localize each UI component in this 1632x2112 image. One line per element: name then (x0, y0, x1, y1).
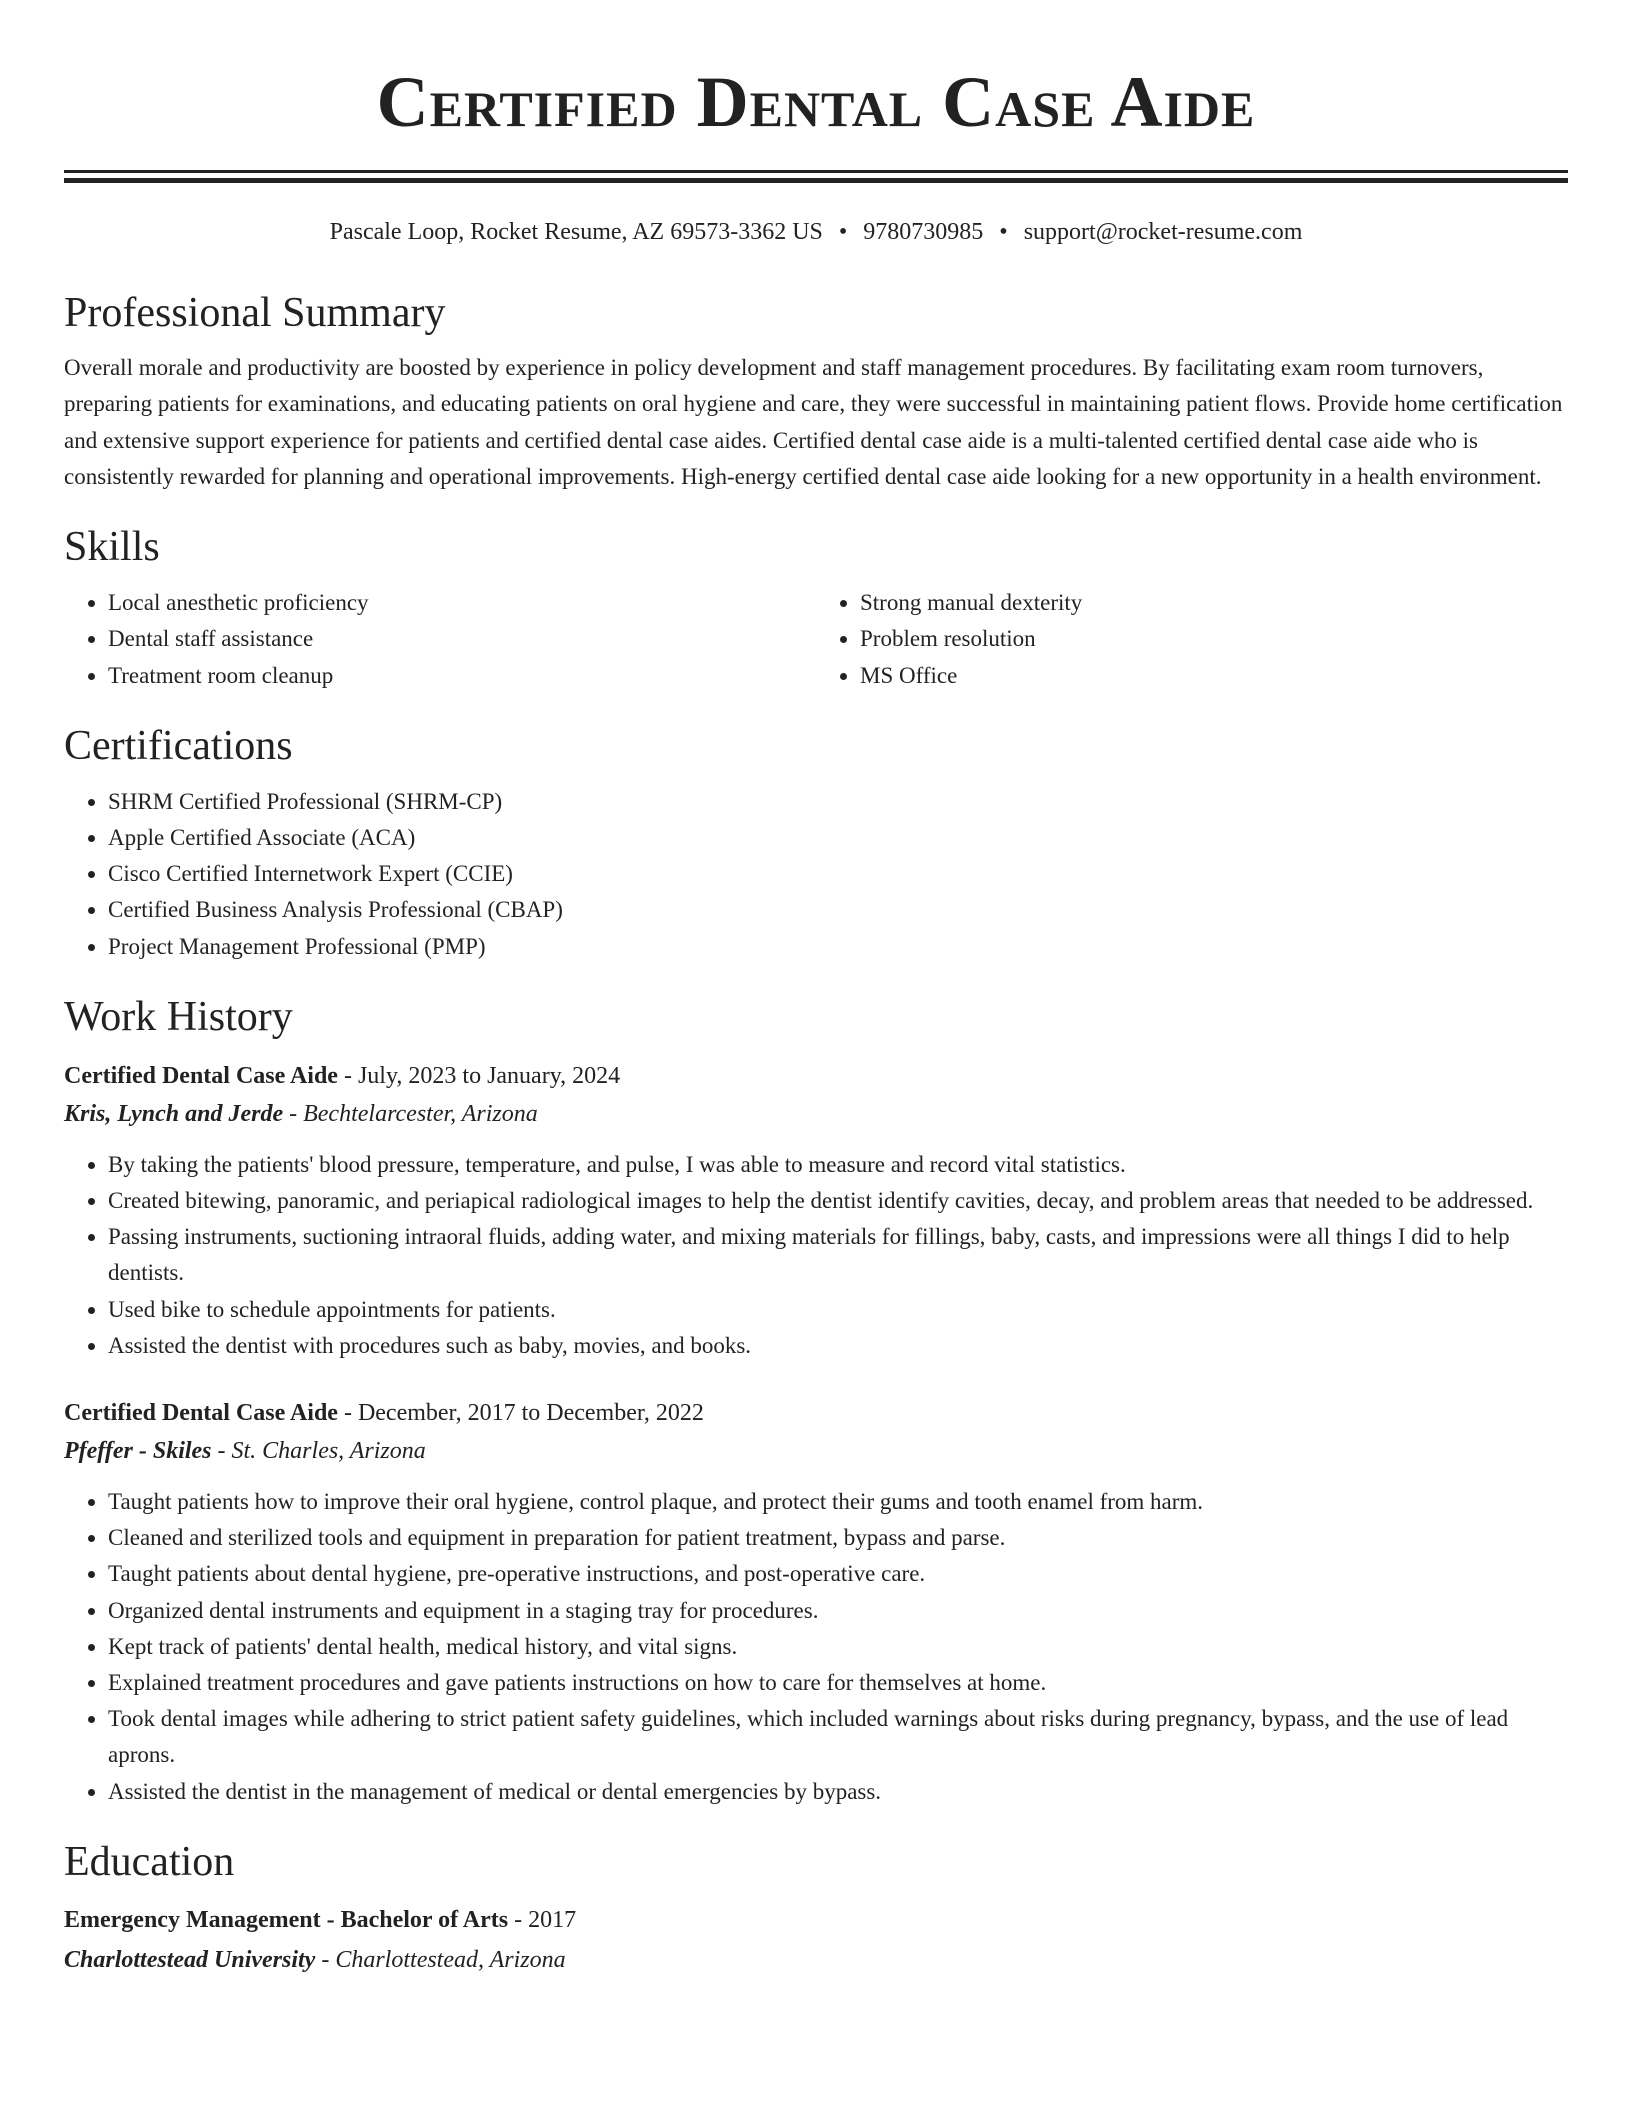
contact-address: Pascale Loop, Rocket Resume, AZ 69573-3362 US (329, 219, 823, 245)
certifications-list (64, 784, 1568, 965)
list-item: • Taught patients about dental hygiene, pre-operative instructions, and post-operative care. (108, 1556, 1568, 1592)
job-bullets (64, 1147, 1568, 1364)
job-company: Pfeffer - Skiles (64, 1438, 212, 1465)
list-item: • Assisted the dentist with procedures such as baby, movies, and books. (108, 1328, 1568, 1364)
job-title-line (64, 1057, 1568, 1095)
skills-column-left (64, 585, 816, 694)
list-item: • Took dental images while adhering to strict patient safety guidelines, which included warnings about risks during pregnancy, bypass, and the use of lead aprons. (108, 1701, 1568, 1773)
job-location: - Bechtelarcester, Arizona (283, 1100, 538, 1127)
education-heading: Education (64, 1838, 235, 1885)
skills-column-right (816, 585, 1568, 694)
list-item: • Kept track of patients' dental health, medical history, and vital signs. (108, 1629, 1568, 1665)
title-divider-thick (64, 178, 1568, 183)
list-item: • Strong manual dexterity (860, 585, 1568, 621)
summary-text: Overall morale and productivity are boosted by experience in policy development and staff management procedures. By facilitating exam room turnovers, preparing patients for examinations, and educating patients on oral hygiene and care, they were successful in maintaining patient flows. Provide home certification and extensive support experience for patients and certified dental case aides. Certified dental case aide is a multi-talented certified dental case aide who is consistently rewarded for planning and operational improvements. High-energy certified dental case aide looking for a new opportunity in a health environment. (64, 355, 1563, 489)
list-item: • Assisted the dentist in the management of medical or dental emergencies by bypass. (108, 1774, 1568, 1810)
list-item: • Explained treatment procedures and gave patients instructions on how to care for themselves at home. (108, 1665, 1568, 1701)
contact-email: support@rocket-resume.com (1023, 219, 1303, 245)
list-item: • Dental staff assistance (108, 621, 816, 657)
summary-heading: Professional Summary (64, 290, 446, 336)
certifications-heading: Certifications (64, 722, 293, 769)
job-dates: - July, 2023 to January, 2024 (337, 1062, 621, 1089)
contact-phone: 9780730985 (863, 219, 984, 245)
list-item: • By taking the patients' blood pressure, temperature, and pulse, I was able to measure and record vital statistics. (108, 1147, 1568, 1183)
education-year: - 2017 (508, 1906, 577, 1933)
education-degree-line (64, 1900, 1568, 1940)
job-title-line (64, 1394, 1568, 1432)
job-location: - St. Charles, Arizona (211, 1438, 426, 1465)
job-title: Certified Dental Case Aide (64, 1062, 338, 1089)
education-school-line (64, 1940, 1568, 1980)
title-divider-thin (64, 170, 1568, 173)
job-bullets (64, 1484, 1568, 1810)
list-item: • Certified Business Analysis Professional (CBAP) (108, 892, 1568, 928)
list-item: • SHRM Certified Professional (SHRM-CP) (108, 784, 1568, 820)
list-item: • Project Management Professional (PMP) (108, 929, 1568, 965)
skills-list (64, 585, 1568, 694)
job-company-line (64, 1432, 1568, 1470)
list-item: • Used bike to schedule appointments for patients. (108, 1292, 1568, 1328)
list-item: • Apple Certified Associate (ACA) (108, 820, 1568, 856)
contact-separator: • (999, 219, 1008, 245)
resume-title: Certified Dental Case Aide (376, 62, 1256, 142)
contact-line (64, 217, 1568, 247)
job-company: Kris, Lynch and Jerde (64, 1100, 284, 1127)
job-entry (64, 1057, 1568, 1364)
list-item: • Organized dental instruments and equipment in a staging tray for procedures. (108, 1593, 1568, 1629)
list-item: • Treatment room cleanup (108, 658, 816, 694)
job-entry (64, 1394, 1568, 1810)
job-company-line (64, 1095, 1568, 1133)
skills-heading: Skills (64, 524, 160, 571)
list-item: • Cleaned and sterilized tools and equipment in preparation for patient treatment, bypass and parse. (108, 1520, 1568, 1556)
list-item: • Passing instruments, suctioning intraoral fluids, adding water, and mixing materials for fillings, baby, casts, and impressions were all things I did to help dentists. (108, 1219, 1568, 1291)
education-school: Charlottestead University (64, 1946, 316, 1973)
list-item: • Cisco Certified Internetwork Expert (CCIE) (108, 856, 1568, 892)
list-item: • Taught patients how to improve their oral hygiene, control plaque, and protect their gums and tooth enamel from harm. (108, 1484, 1568, 1520)
education-degree: Emergency Management - Bachelor of Arts (64, 1906, 509, 1933)
list-item: • Created bitewing, panoramic, and periapical radiological images to help the dentist identify cavities, decay, and problem areas that needed to be addressed. (108, 1183, 1568, 1219)
job-title: Certified Dental Case Aide (64, 1400, 338, 1427)
job-dates: - December, 2017 to December, 2022 (337, 1400, 704, 1427)
list-item: • Problem resolution (860, 621, 1568, 657)
list-item: • MS Office (860, 658, 1568, 694)
education-location: - Charlottestead, Arizona (315, 1946, 566, 1973)
list-item: • Local anesthetic proficiency (108, 585, 816, 621)
contact-separator: • (838, 219, 848, 245)
work-history-heading: Work History (64, 993, 293, 1040)
